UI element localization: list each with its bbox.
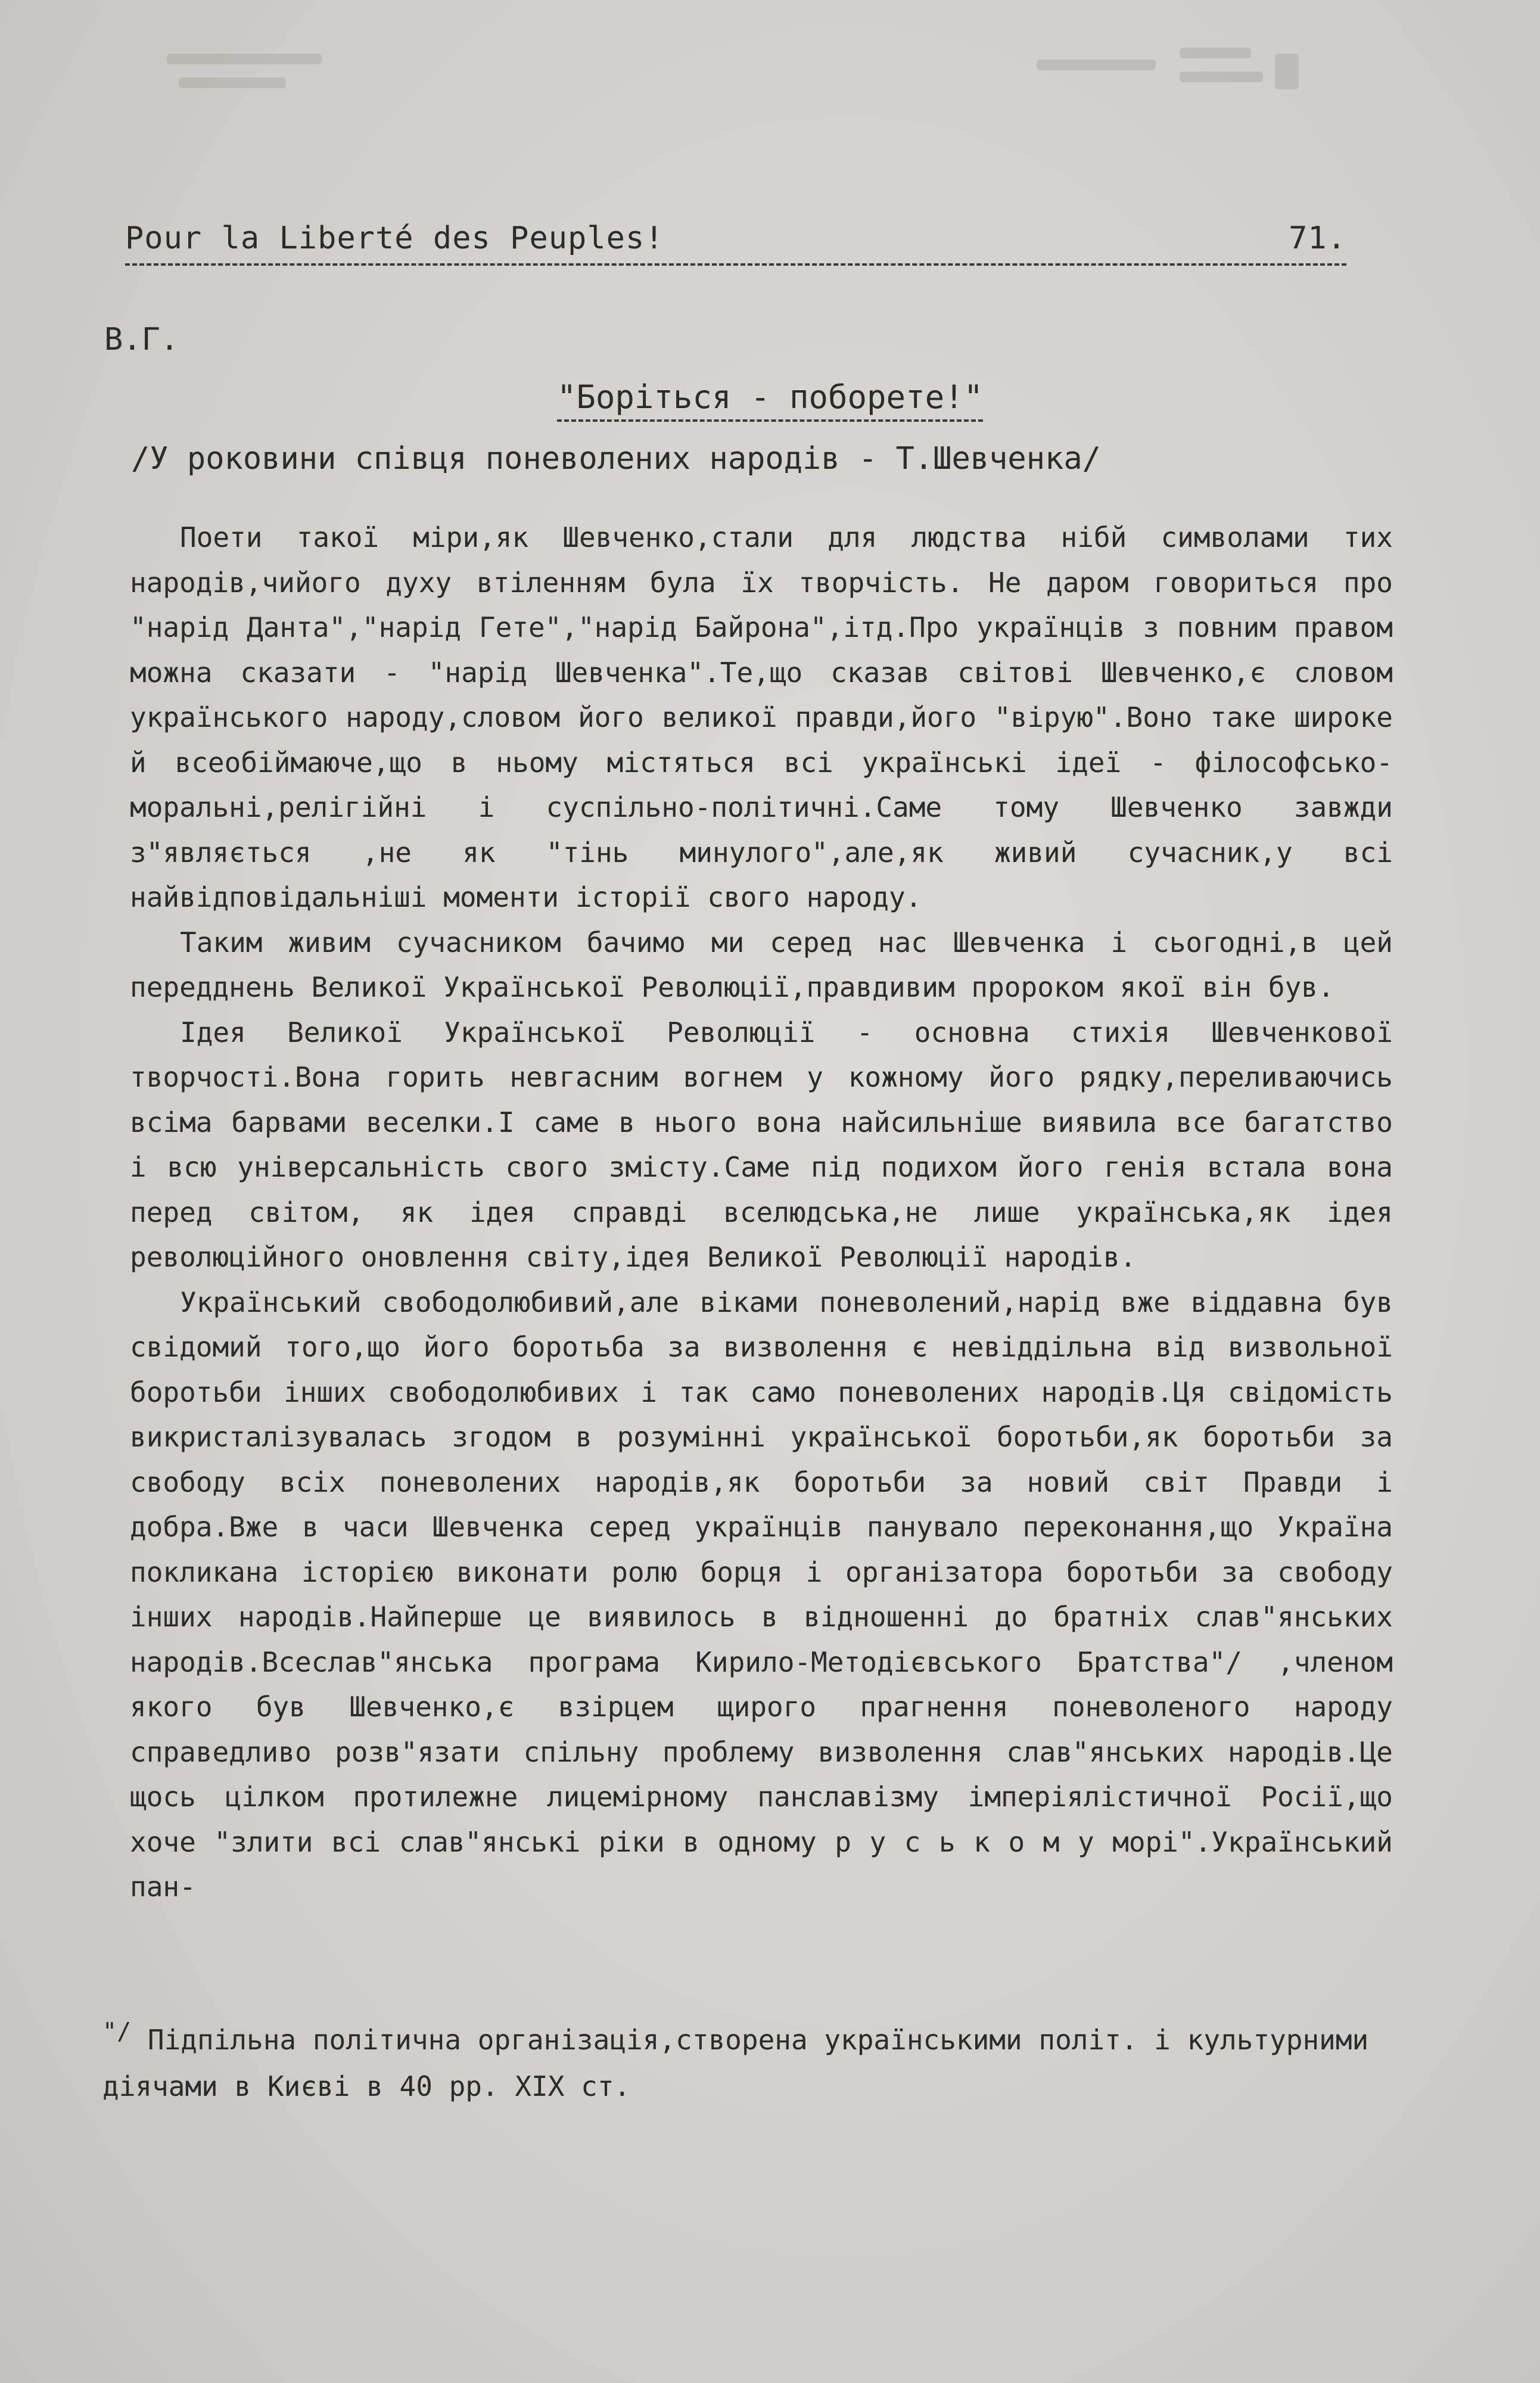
bleed-through-marks [143, 42, 1397, 125]
article-title: "Боріться - поборете!" [557, 378, 983, 422]
page-number: 71. [1289, 220, 1346, 256]
paragraph: Поети такої міри,як Шевченко,стали для людства нібй символами тих народів,чийого духу втіленням була їх творчість. Не даром говориться про "нарід Данта","нарід Гете","нарід Байрона",ітд.Про українців з повним правом можна сказати - "нарід Шевченка".Те,що сказав світові Шевченко,є словом українського народу,словом його великої правди,його "вірую".Воно таке широке й всеобіймаюче,що в ньому містяться всі українські ідеї - філософсько-моральні,релігійні і суспільно-політичні.Саме тому Шевченко завжди з"являється ,не як "тінь минулого",але,як живий сучасник,у всі найвідповідальніші моменти історії свого народу. [130, 521, 1393, 913]
journal-title: Pour la Liberté des Peuples! [125, 220, 664, 256]
paragraph: Таким живим сучасником бачимо ми серед нас Шевченка і сьогодні,в цей передднень Великої Української Революції,правдивим пророком якої він був. [130, 926, 1393, 1003]
article-subtitle: /У роковини співця поневолених народів - Т.Шевченка/ [131, 441, 1101, 477]
author-initials: В.Г. [104, 322, 179, 357]
footnote [102, 2017, 1383, 2110]
page-header [125, 220, 1346, 266]
paragraph: Ідея Великої Української Революції - основна стихія Шевченкової творчості.Вона горить невгасним вогнем у кожному його рядку,переливаючись всіма барвами веселки.І саме в нього вона найсильніше виявила все багатство і всю універсальність свого змісту.Саме під подихом його генія встала вона перед світом, як ідея справді вселюдська,не лише українська,як ідея революційного оновлення світу,ідея Великої Революції народів. [130, 1016, 1393, 1273]
footnote-marker: "/ [102, 2018, 132, 2046]
footnote-text: Підпільна політична організація,створена українськими політ. і культурними діячами в Києві в 40 рр. ХІХ ст. [102, 2024, 1369, 2102]
article-body [130, 515, 1393, 1910]
paragraph: Український свободолюбивий,але віками поневолений,нарід вже віддавна був свідомий того,що його боротьба за визволення є невіддільна від визвольної боротьби інших свободолюбивих і так само поневолених народів.Ця свідомість викристалізувалась згодом в розумінні української боротьби,як боротьби за свободу всіх поневолених народів,як боротьби за новий світ Правди і добра.Вже в часи Шевченка серед українців панувало переконання,що Україна покликана історією виконати ролю борця і організатора боротьби за свободу інших народів.Найперше це виявилось в відношенні до братніх слав"янських народів.Всеслав"янська програма Кирило-Методієвського Братства"/ ,членом якого був Шевченко,є взірцем щирого прагнення поневоленого народу справедливо розв"язати спільну проблему визволення слав"янських народів.Це щось цілком протилежне лицемірному панславізму імперіялістичної Росії,що хоче "злити всі слав"янські ріки в одному р у с ь к о м у морі".Український пан- [130, 1286, 1393, 1903]
article-title-block [0, 378, 1540, 416]
